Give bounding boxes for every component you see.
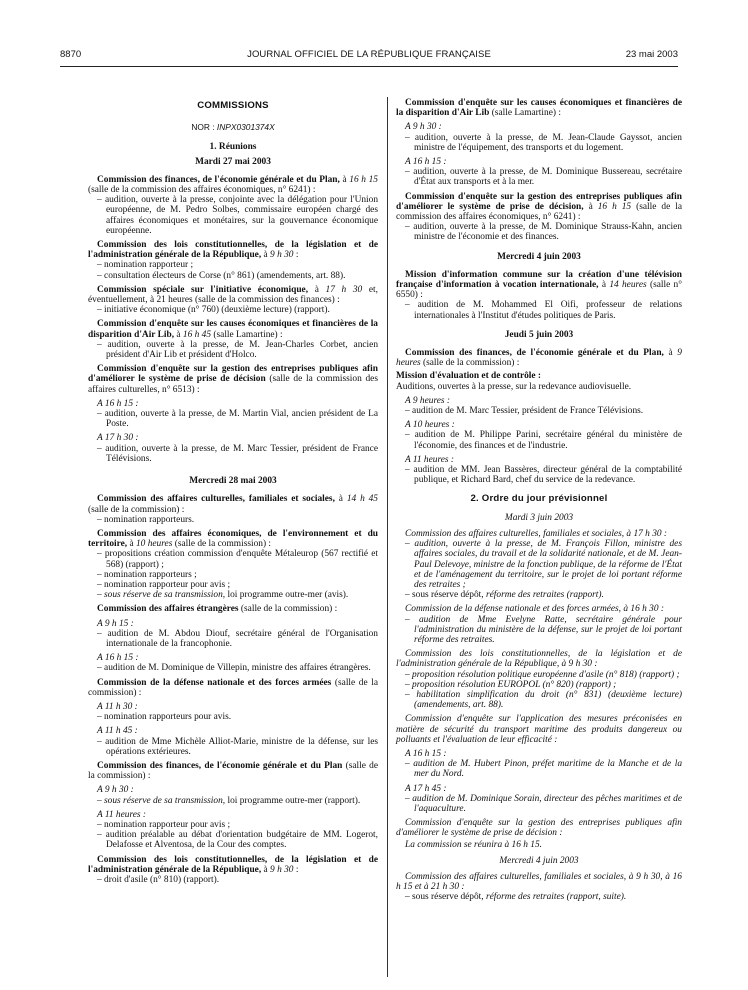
time-slot: A 11 h 30 : <box>97 701 138 712</box>
issue-date: 23 mai 2003 <box>625 49 678 60</box>
commission-block: Commission des lois constitutionnelles, de la législation et de l'administration générale de la République, à 9 h 30 : <box>88 854 378 875</box>
agenda-list <box>88 260 378 280</box>
commission-block: Commission d'enquête sur la gestion des entreprises publiques afin d'améliorer le système de prise de décision (salle de la commission des affaires culturelles, n° 6513) : <box>88 364 378 395</box>
agenda-list <box>88 796 378 806</box>
commission-block: Commission des affaires culturelles, familiales et sociales, à 14 h 45 (salle de la commission) : <box>88 494 378 515</box>
agenda-list <box>396 167 682 187</box>
commission-block: Commission spéciale sur l'initiative économique, à 17 h 30 et, éventuellement, à 21 heures (salle de la commission des finances) : <box>88 284 378 306</box>
agenda-list <box>88 409 378 429</box>
agenda-list <box>88 875 378 885</box>
agenda-item: – audition de MM. Jean Bassères, directeur général de la comptabilité publique, et Richard Bard, chef du service de la redevance. <box>405 465 682 485</box>
agenda-list <box>396 430 682 450</box>
commission-block: Commission des lois constitutionnelles, de la législation et de l'administration générale de la République, à 9 h 30 : <box>88 240 378 261</box>
agenda-commission: Commission d'enquête sur la gestion des entreprises publiques afin d'améliorer le système de prise de décision : <box>396 818 682 839</box>
agenda-list <box>88 712 378 722</box>
agenda-item: – audition de M. Dominique de Villepin, ministre des affaires étrangères. <box>97 663 378 673</box>
agenda-item: – consultation électeurs de Corse (n° 861) (amendements, art. 88). <box>97 271 378 281</box>
right-column <box>396 98 682 903</box>
agenda-item: – nomination rapporteurs ; <box>97 570 378 580</box>
day-heading: Jeudi 5 juin 2003 <box>504 329 574 340</box>
agenda-item: – nomination rapporteur ; <box>97 260 378 270</box>
agenda-item: – audition, ouverte à la presse, de M. Dominique Bussereau, secrétaire d'État aux transports et à la mer. <box>405 167 682 187</box>
agenda-item: – habilitation simplification du droit (n° 831) (deuxième lecture) (amendements, art. 88). <box>405 690 682 710</box>
agenda-item: – droit d'asile (n° 810) (rapport). <box>97 875 378 885</box>
agenda-commission: Commission des lois constitutionnelles, de la législation et de l'administration générale de la République, à 9 h 30 : <box>396 649 682 670</box>
agenda-list <box>88 340 378 360</box>
agenda-note: La commission se réunira à 16 h 15. <box>405 839 542 850</box>
agenda-item: – audition, ouverte à la presse, de M. François Fillon, ministre des affaires sociales, du travail et de la solidarité nationale, et de M. Jean-Paul Delevoye, ministre de la fonction publique, de la réforme de l'État et de l'aménagement du territoire, sur le projet de loi portant réforme des retraites ; <box>405 539 682 590</box>
agenda-item: – nomination rapporteurs. <box>97 515 378 525</box>
agenda-item: – audition de M. Mohammed El Oifi, professeur de relations internationales à l'Institut d'études politiques de Paris. <box>405 300 682 320</box>
time-slot: A 17 h 30 : <box>97 433 139 444</box>
agenda-item: – audition de M. Abdou Diouf, secrétaire général de l'Organisation internationale de la francophonie. <box>97 629 378 649</box>
agenda-commission: Commission de la défense nationale et des forces armées, à 16 h 30 : <box>405 604 664 615</box>
agenda-list <box>88 549 378 600</box>
agenda-list <box>88 305 378 315</box>
agenda-commission: Commission des affaires culturelles, familiales et sociales, à 9 h 30, à 16 h 15 et à 21 h 30 : <box>396 872 682 893</box>
agenda-item: – initiative économique (n° 760) (deuxième lecture) (rapport). <box>97 305 378 315</box>
commission-block: Commission de la défense nationale et des forces armées (salle de la commission) : <box>88 677 378 698</box>
time-slot: A 16 h 15 : <box>97 398 139 409</box>
time-slot: A 16 h 15 : <box>97 653 139 664</box>
agenda-item: – audition, ouverte à la presse, de M. Jean-Charles Corbet, ancien président d'Air Lib et président d'Holco. <box>97 340 378 360</box>
agenda-item: – nomination rapporteurs pour avis. <box>97 712 378 722</box>
left-column <box>88 98 378 885</box>
agenda-list <box>396 539 682 600</box>
agenda-list <box>396 465 682 485</box>
agenda-item: – sous réserve dépôt, réforme des retraites (rapport, suite). <box>405 892 682 902</box>
time-slot: A 17 h 45 : <box>405 783 447 794</box>
agenda-list <box>88 444 378 464</box>
time-slot: A 9 h 30 : <box>405 122 442 133</box>
mission-text: Auditions, ouvertes à la presse, sur la redevance audiovisuelle. <box>396 381 632 392</box>
commission-block: Commission d'enquête sur la gestion des entreprises publiques afin d'améliorer le système de prise de décision, à 16 h 15 (salle de la commission des affaires économiques, n° 6241) : <box>396 191 682 223</box>
agenda-item: – audition de Mme Michèle Alliot-Marie, ministre de la défense, sur les opérations extérieures. <box>97 737 378 757</box>
commission-block: Commission des affaires économiques, de l'environnement et du territoire, à 10 heures (salle de la commission) : <box>88 528 378 550</box>
agenda-item: – audition de Mme Evelyne Ratte, secrétaire générale pour l'administration du ministère de la défense, sur le projet de loi portant réforme des retraites. <box>405 615 682 646</box>
mission-title: Mission d'évaluation et de contrôle : <box>396 371 542 382</box>
agenda-item: – propositions création commission d'enquête Métaleurop (567 rectifié et 568) (rapport) ; <box>97 549 378 569</box>
agenda-item: – audition, ouverte à la presse, conjointe avec la délégation pour l'Union européenne, de M. Pedro Solbes, commissaire européen chargé des affaires économiques et monétaires, sur la gouvernance économique européenne. <box>97 195 378 236</box>
agenda-list <box>88 629 378 649</box>
agenda-list <box>396 615 682 646</box>
agenda-commission: Commission des affaires culturelles, familiales et sociales, à 17 h 30 : <box>405 528 668 539</box>
agenda-item: – sous réserve de sa transmission, loi programme outre-mer (avis). <box>97 590 378 600</box>
commission-block: Commission d'enquête sur les causes économiques et financières de la disparition d'Air Lib, à 16 h 45 (salle Lamartine) : <box>88 319 378 340</box>
nor-reference: NOR : INPX0301374X <box>191 122 275 133</box>
journal-title: JOURNAL OFFICIEL DE LA RÉPUBLIQUE FRANÇAISE <box>247 49 491 60</box>
agenda-item: – audition de M. Dominique Sorain, directeur des pêches maritimes et de l'aquaculture. <box>405 794 682 814</box>
agenda-list <box>88 663 378 673</box>
day-heading: Mercredi 4 juin 2003 <box>497 251 581 262</box>
agenda-item: – audition, ouverte à la presse, de M. Martin Vial, ancien président de La Poste. <box>97 409 378 429</box>
time-slot: A 16 h 15 : <box>405 748 447 759</box>
agenda-item: – sous réserve dépôt, réforme des retraites (rapport). <box>405 590 682 600</box>
nor-code: INPX0301374X <box>216 122 275 133</box>
page-number: 8870 <box>60 49 82 60</box>
agenda-list <box>88 820 378 851</box>
agenda-item: – audition, ouverte à la presse, de M. Marc Tessier, président de France Télévisions. <box>97 444 378 464</box>
agenda-list <box>396 794 682 814</box>
agenda-item: – proposition résolution politique européenne d'asile (n° 818) (rapport) ; <box>405 670 682 680</box>
agenda-item: – audition de M. Philippe Parini, secrétaire général du ministère de l'économie, des finances et de l'industrie. <box>405 430 682 450</box>
agenda-list <box>88 515 378 525</box>
commission-block: Commission d'enquête sur les causes économiques et financières de la disparition d'Air Lib (salle Lamartine) : <box>396 98 682 119</box>
agenda-item: – nomination rapporteur pour avis ; <box>97 580 378 590</box>
commission-block: Commission des affaires étrangères (salle de la commission) : <box>97 604 338 615</box>
commission-block: Commission des finances, de l'économie générale et du Plan, à 9 heures (salle de la commission) : <box>396 348 682 369</box>
agenda-item: – audition, ouverte à la presse, de M. Jean-Claude Gayssot, ancien ministre de l'équipement, des transports et du logement. <box>405 133 682 153</box>
agenda-item: – audition préalable au débat d'orientation budgétaire de MM. Logerot, Delafosse et Alventosa, de la Cour des comptes. <box>97 830 378 850</box>
column-divider <box>387 97 388 977</box>
agenda-list <box>396 759 682 779</box>
agenda-list <box>396 406 682 416</box>
commission-block: Commission des finances, de l'économie générale et du Plan, à 16 h 15 (salle de la commission des affaires économiques, n° 6241) : <box>88 174 378 196</box>
commission-block: Mission d'information commune sur la création d'une télévision française d'information à vocation internationale, à 14 heures (salle n° 6550) : <box>396 269 682 301</box>
day-heading: Mardi 27 mai 2003 <box>195 156 271 167</box>
agenda-item: – audition, ouverte à la presse, de M. Dominique Strauss-Kahn, ancien ministre de l'économie et des finances. <box>405 222 682 242</box>
time-slot: A 11 heures : <box>97 809 147 820</box>
agenda-item: – sous réserve de sa transmission, loi programme outre-mer (rapport). <box>97 796 378 806</box>
time-slot: A 9 h 15 : <box>97 618 134 629</box>
section-title: COMMISSIONS <box>197 100 269 111</box>
time-slot: A 9 h 30 : <box>97 785 134 796</box>
subsection-reunions: 1. Réunions <box>209 142 257 153</box>
header-rule <box>60 66 678 67</box>
day-heading: Mardi 3 juin 2003 <box>504 512 574 523</box>
agenda-list <box>396 892 682 902</box>
commission-block: Commission des finances, de l'économie générale et du Plan (salle de la commission) : <box>88 760 378 782</box>
agenda-list <box>396 670 682 711</box>
subsection-ordre-du-jour: 2. Ordre du jour prévisionnel <box>470 492 608 504</box>
time-slot: A 16 h 15 : <box>405 157 447 168</box>
agenda-item: – audition de M. Hubert Pinon, préfet maritime de la Manche et de la mer du Nord. <box>405 759 682 779</box>
agenda-item: – nomination rapporteur pour avis ; <box>97 820 378 830</box>
agenda-list <box>396 133 682 153</box>
time-slot: A 10 heures : <box>405 420 455 431</box>
day-heading: Mercredi 4 juin 2003 <box>499 855 579 866</box>
time-slot: A 11 h 45 : <box>97 726 138 737</box>
agenda-list <box>88 195 378 236</box>
agenda-item: – audition de M. Marc Tessier, président de France Télévisions. <box>405 406 682 416</box>
agenda-list <box>396 300 682 320</box>
time-slot: A 9 heures : <box>405 395 451 406</box>
page-header <box>60 49 678 63</box>
time-slot: A 11 heures : <box>405 454 455 465</box>
agenda-commission: Commission d'enquête sur l'application des mesures préconisées en matière de sécurité du transport maritime des produits dangereux ou polluants et l'évaluation de leur efficacité : <box>396 714 682 745</box>
agenda-item: – proposition résolution EUROPOL (n° 820) (rapport) ; <box>405 680 682 690</box>
agenda-list <box>88 737 378 757</box>
agenda-list <box>396 222 682 242</box>
day-heading: Mercredi 28 mai 2003 <box>189 476 277 487</box>
